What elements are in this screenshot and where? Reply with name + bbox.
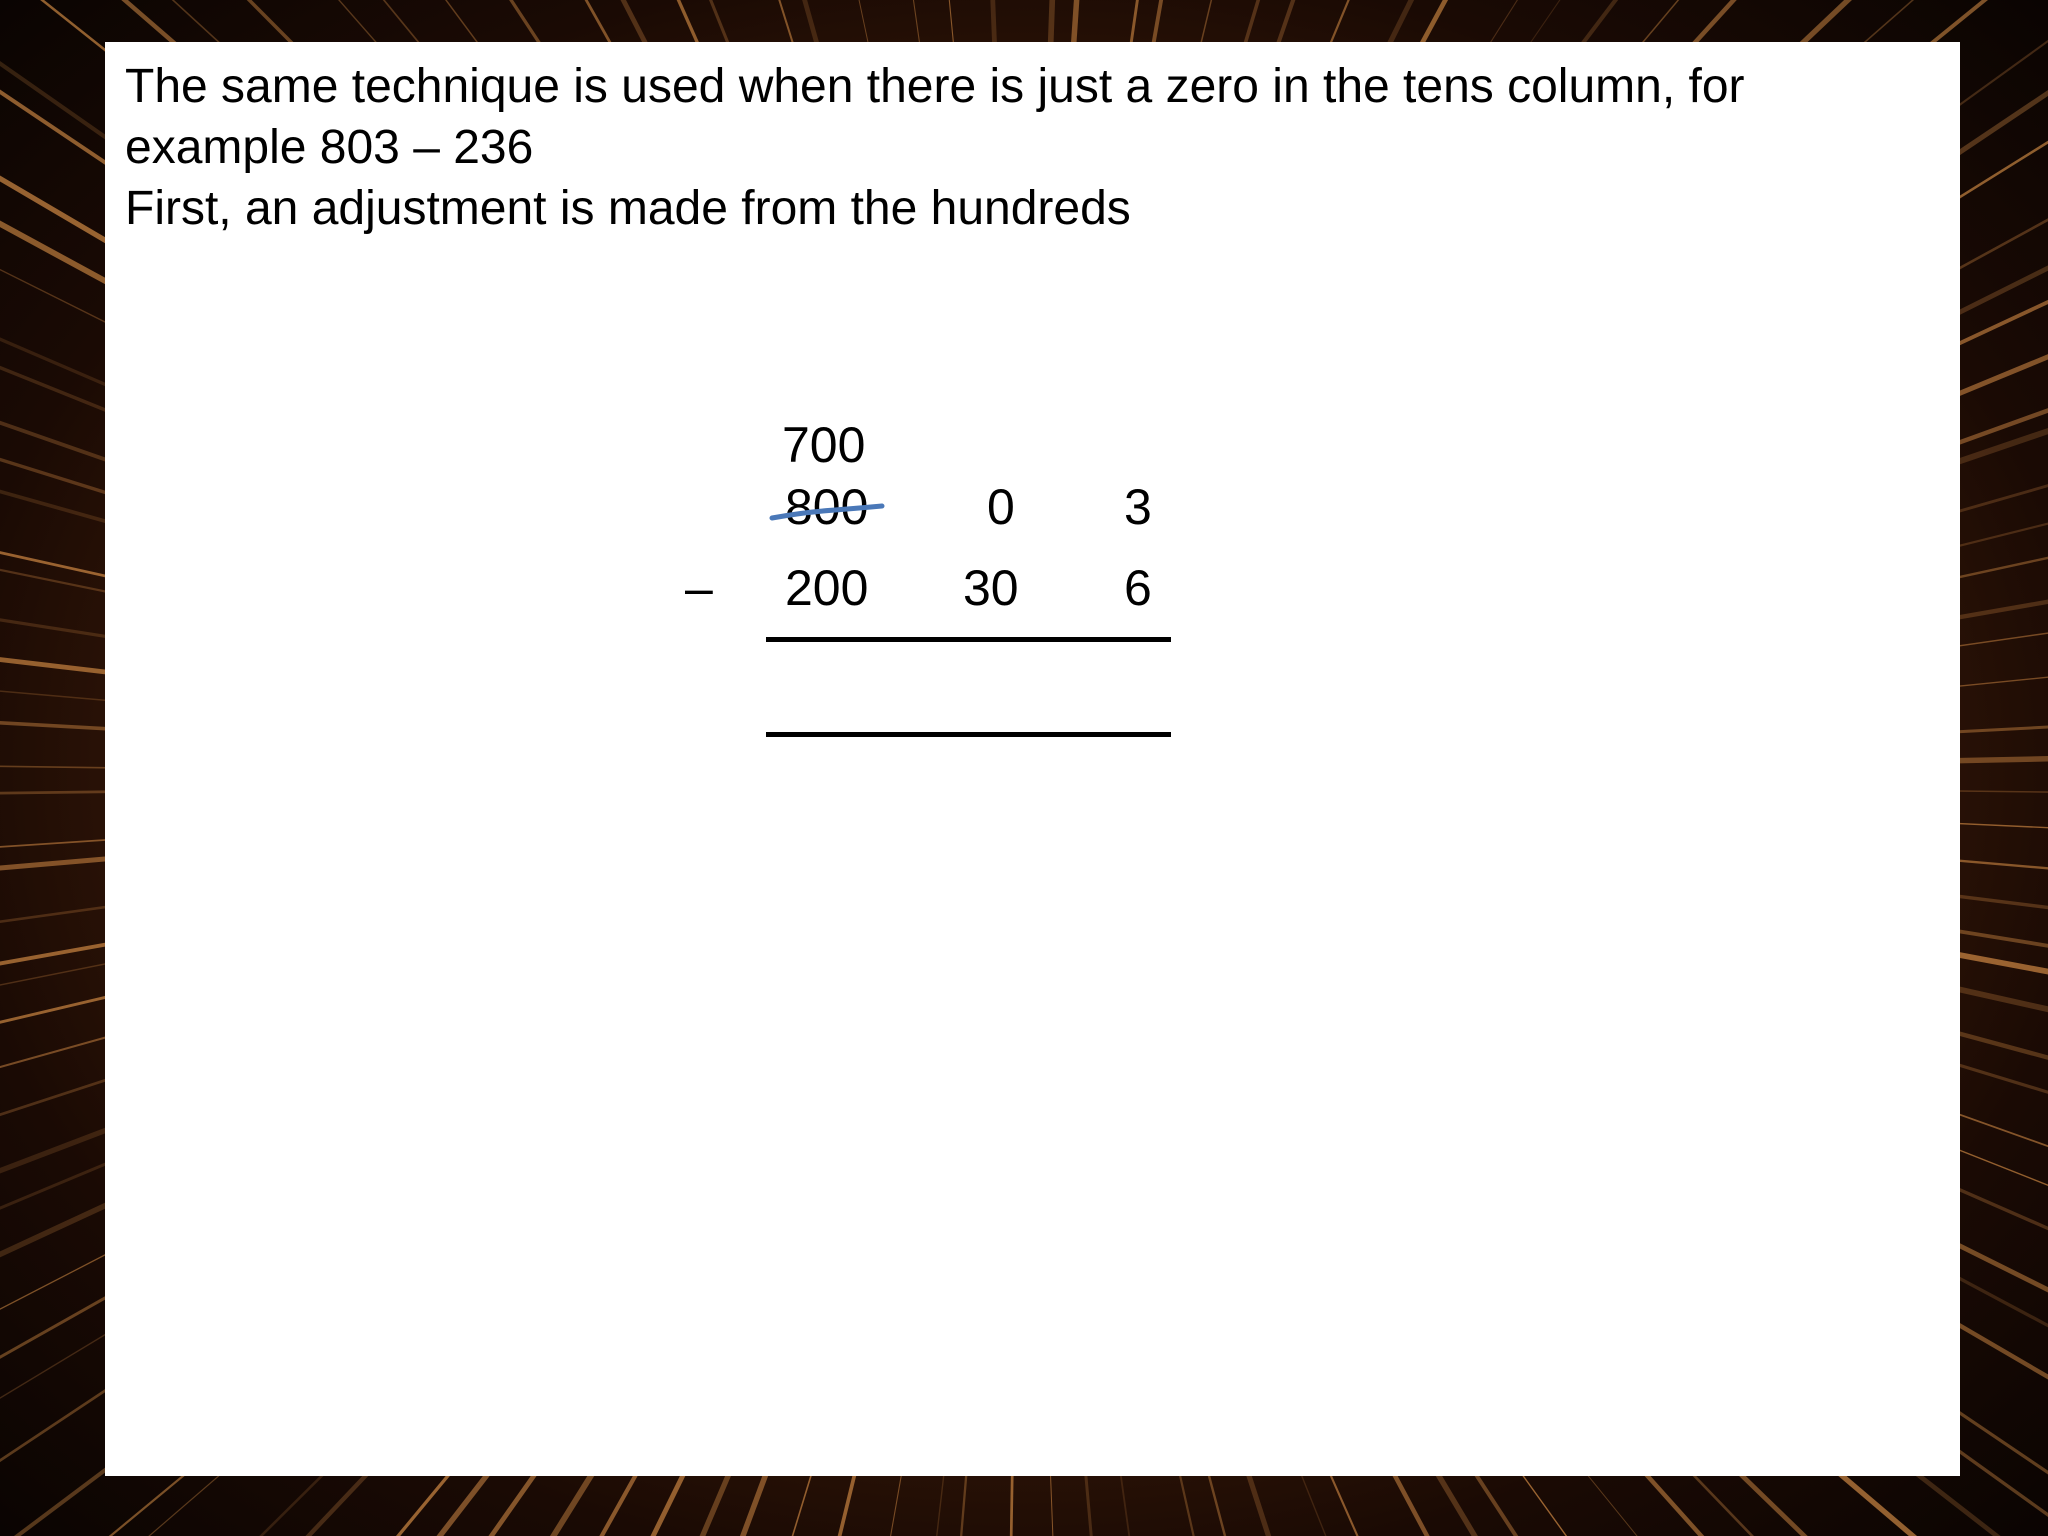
minus-sign: –	[685, 560, 713, 616]
adjusted-hundreds-value: 700	[782, 417, 866, 473]
bottom-hundreds-value: 200	[785, 560, 869, 616]
bottom-ones-value: 6	[1124, 560, 1152, 616]
intro-line-1: The same technique is used when there is just a zero in the tens column, for	[125, 60, 1745, 113]
intro-line-2: example 803 – 236	[125, 121, 534, 174]
answer-top-rule	[766, 637, 1171, 642]
top-tens-value: 0	[987, 479, 1015, 535]
top-hundreds-value: 800	[785, 479, 869, 535]
slide-panel	[105, 42, 1960, 1476]
intro-line-3: First, an adjustment is made from the hundreds	[125, 182, 1131, 235]
top-ones-value: 3	[1124, 479, 1152, 535]
bottom-tens-value: 30	[963, 560, 1019, 616]
intro-text	[125, 56, 1945, 239]
answer-bottom-rule	[766, 732, 1171, 737]
